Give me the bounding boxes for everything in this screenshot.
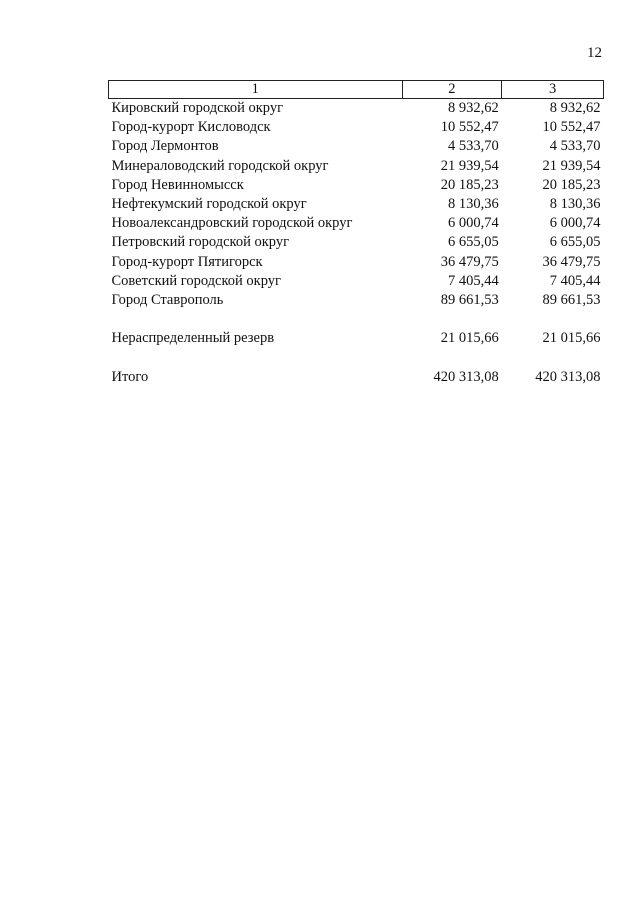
table-row xyxy=(109,272,604,291)
row-col2-value: 10 552,47 xyxy=(440,119,499,136)
table-row xyxy=(109,214,604,233)
row-col2-value: 21 939,54 xyxy=(440,157,499,174)
row-col2-value: 6 655,05 xyxy=(448,234,499,251)
row-name: Советский городской округ xyxy=(111,272,281,289)
row-name: Новоалександровский городской округ xyxy=(111,215,353,232)
row-col2-value: 8 932,62 xyxy=(448,100,499,116)
table-body xyxy=(109,99,604,388)
budget-table xyxy=(108,80,604,387)
reserve-col3-value: 21 015,66 xyxy=(542,330,601,347)
row-col3-value: 6 655,05 xyxy=(549,234,601,251)
total-col3-value: 420 313,08 xyxy=(535,368,601,385)
row-col2-value: 20 185,23 xyxy=(440,176,499,193)
row-name: Минераловодский городской округ xyxy=(111,157,329,174)
table-row xyxy=(109,137,604,156)
spacer-row xyxy=(109,310,604,329)
table-row xyxy=(109,99,604,119)
row-col3-value: 21 939,54 xyxy=(542,157,601,174)
table-row xyxy=(109,291,604,310)
table-row xyxy=(109,233,604,252)
reserve-row xyxy=(109,329,604,348)
table-row xyxy=(109,176,604,195)
row-col2-value: 36 479,75 xyxy=(440,253,499,270)
row-col2-value: 89 661,53 xyxy=(440,292,499,309)
row-name: Кировский городской округ xyxy=(111,100,284,116)
row-col3-value: 10 552,47 xyxy=(542,119,601,136)
row-name: Нефтекумский городской округ xyxy=(111,196,307,213)
row-col3-value: 89 661,53 xyxy=(542,292,601,309)
page-number: 12 xyxy=(587,45,602,61)
row-col3-value: 6 000,74 xyxy=(549,215,601,232)
row-name: Город Лермонтов xyxy=(111,138,219,155)
row-col3-value: 20 185,23 xyxy=(542,176,601,193)
reserve-name: Нераспределенный резерв xyxy=(111,330,275,347)
row-col2-value: 6 000,74 xyxy=(448,215,499,232)
row-col2-value: 8 130,36 xyxy=(448,196,499,213)
total-row xyxy=(109,368,604,387)
reserve-col2-value: 21 015,66 xyxy=(440,330,499,347)
table-row xyxy=(109,157,604,176)
row-col2-value: 4 533,70 xyxy=(448,138,499,155)
header-row xyxy=(109,81,604,99)
row-col3-value: 8 130,36 xyxy=(549,196,601,213)
header-col-3: 3 xyxy=(502,81,604,99)
table-row xyxy=(109,253,604,272)
table-row xyxy=(109,195,604,214)
table-header xyxy=(109,81,604,99)
row-name: Город Невинномысск xyxy=(111,176,244,193)
row-col2-value: 7 405,44 xyxy=(448,272,499,289)
spacer-row xyxy=(109,349,604,368)
row-name: Город-курорт Пятигорск xyxy=(111,253,263,270)
row-col3-value: 7 405,44 xyxy=(549,272,601,289)
row-name: Город Ставрополь xyxy=(111,292,224,309)
header-col-2: 2 xyxy=(402,81,502,99)
row-name: Город-курорт Кисловодск xyxy=(111,119,271,136)
row-name: Петровский городской округ xyxy=(111,234,290,251)
header-col-1: 1 xyxy=(109,81,403,99)
row-col3-value: 8 932,62 xyxy=(549,100,601,116)
table-row xyxy=(109,118,604,137)
total-col2-value: 420 313,08 xyxy=(433,368,499,385)
total-name: Итого xyxy=(111,368,149,385)
row-col3-value: 4 533,70 xyxy=(549,138,601,155)
row-col3-value: 36 479,75 xyxy=(542,253,601,270)
